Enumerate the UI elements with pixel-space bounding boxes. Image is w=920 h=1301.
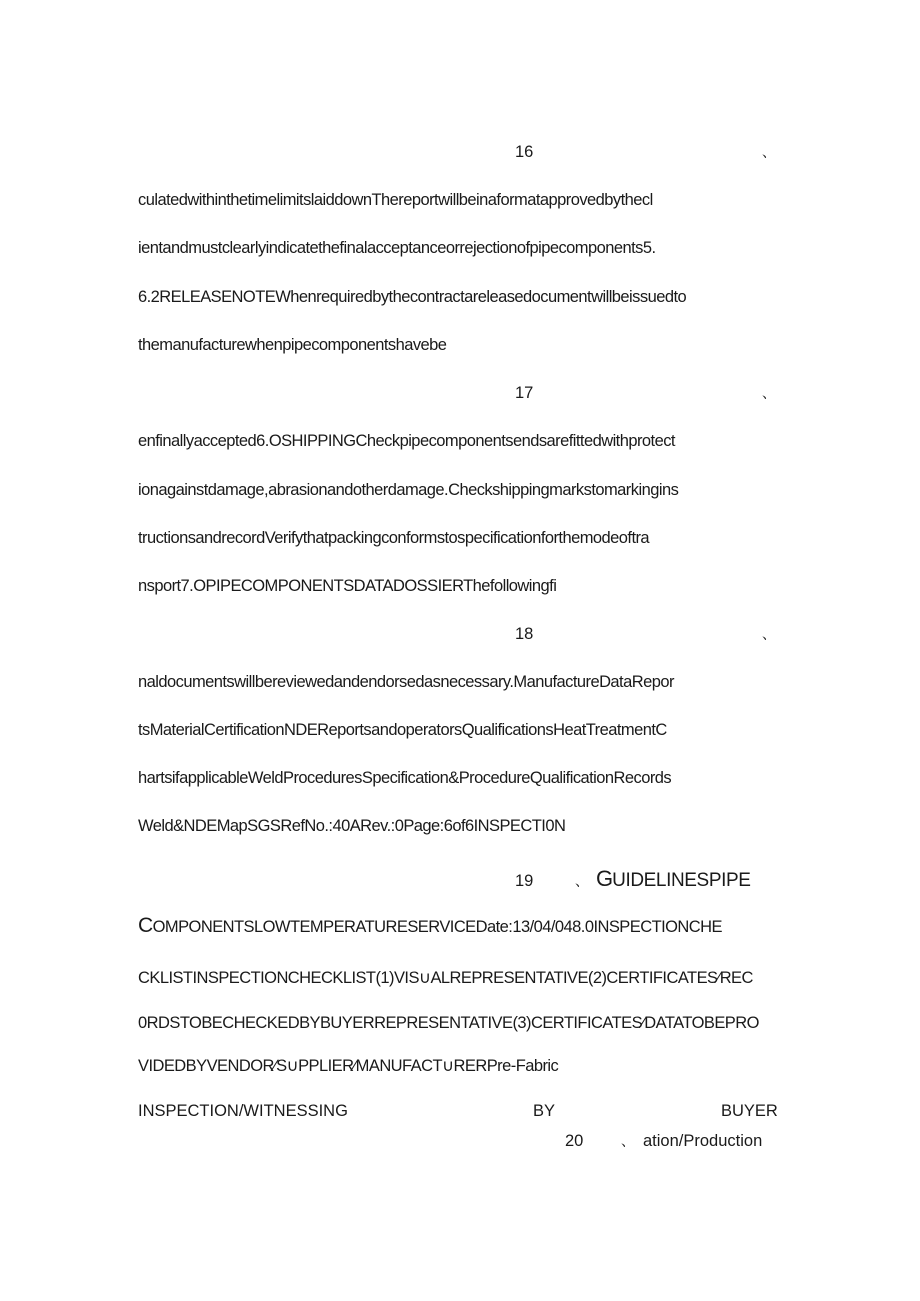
- heading-rest: UIDELINESPIPE: [612, 870, 751, 891]
- line-rest: OMPONENTSLOWTEMPERATURESERVICEDate:13/04/048.0INSPECTIONCHE: [152, 918, 722, 936]
- text-fragment: ation/Production: [643, 1132, 763, 1150]
- text-line: themanufacturewhenpipecomponentshavebe: [138, 336, 447, 354]
- page-number-18: 18: [515, 625, 534, 643]
- page-number-16: 16: [515, 143, 534, 161]
- heading-initial: G: [596, 866, 613, 891]
- text-line: naldocumentswillbereviewedandendorsedasnecessary.ManufactureDataRepor: [138, 673, 674, 691]
- text-line: VIDEDBYVENDOR∕S∪PPLIER∕MANUFACT∪RERPre-Fabric: [138, 1057, 559, 1075]
- text-line: 0RDSTOBECHECKEDBYBUYERREPRESENTATIVE(3)CERTIFICATES∕DATATOBEPRO: [138, 1014, 759, 1032]
- section-heading: [596, 868, 751, 892]
- line-initial: C: [138, 916, 153, 937]
- text-line: ionagainstdamage,abrasionandotherdamage.Checkshippingmarkstomarkingins: [138, 481, 679, 499]
- page-mark-18: 、: [762, 626, 776, 642]
- text-line: Weld&NDEMapSGSRefNo.:40ARev.:0Page:6of6INSPECTI0N: [138, 817, 566, 835]
- page-mark-16: 、: [762, 144, 776, 160]
- by-label: BY: [533, 1102, 556, 1120]
- inspection-label: INSPECTION/WITNESSING: [138, 1102, 348, 1120]
- text-line: tructionsandrecordVerifythatpackingconformstospecificationforthemodeoftra: [138, 529, 650, 547]
- page-number-20: 20: [565, 1132, 584, 1150]
- text-line: nsport7.OPIPECOMPONENTSDATADOSSIERThefollowingfi: [138, 577, 557, 595]
- text-line: hartsifapplicableWeldProceduresSpecification&ProcedureQualificationRecords: [138, 769, 672, 787]
- text-line: CKLISTINSPECTIONCHECKLIST(1)VIS∪ALREPRESENTATIVE(2)CERTIFICATES∕REC: [138, 969, 753, 987]
- page-mark-17: 、: [762, 385, 776, 401]
- page-mark-19: 、: [575, 873, 589, 889]
- buyer-label: BUYER: [721, 1102, 778, 1120]
- text-line: enfinallyaccepted6.OSHIPPINGCheckpipecomponentsendsarefittedwithprotect: [138, 432, 675, 450]
- text-line: tsMaterialCertificationNDEReportsandoperatorsQualificationsHeatTreatmentC: [138, 721, 667, 739]
- text-line: ientandmustclearlyindicatethefinalacceptanceorrejectionofpipecomponents5.: [138, 239, 656, 257]
- page-number-19: 19: [515, 872, 534, 890]
- text-line: culatedwithinthetimelimitslaiddownThereportwillbeinaformatapprovedbythecl: [138, 191, 653, 209]
- text-line: [138, 916, 786, 937]
- text-line: 6.2RELEASENOTEWhenrequiredbythecontractareleasedocumentwillbeissuedto: [138, 288, 687, 306]
- page-number-17: 17: [515, 384, 534, 402]
- page-mark-20: 、: [621, 1133, 635, 1149]
